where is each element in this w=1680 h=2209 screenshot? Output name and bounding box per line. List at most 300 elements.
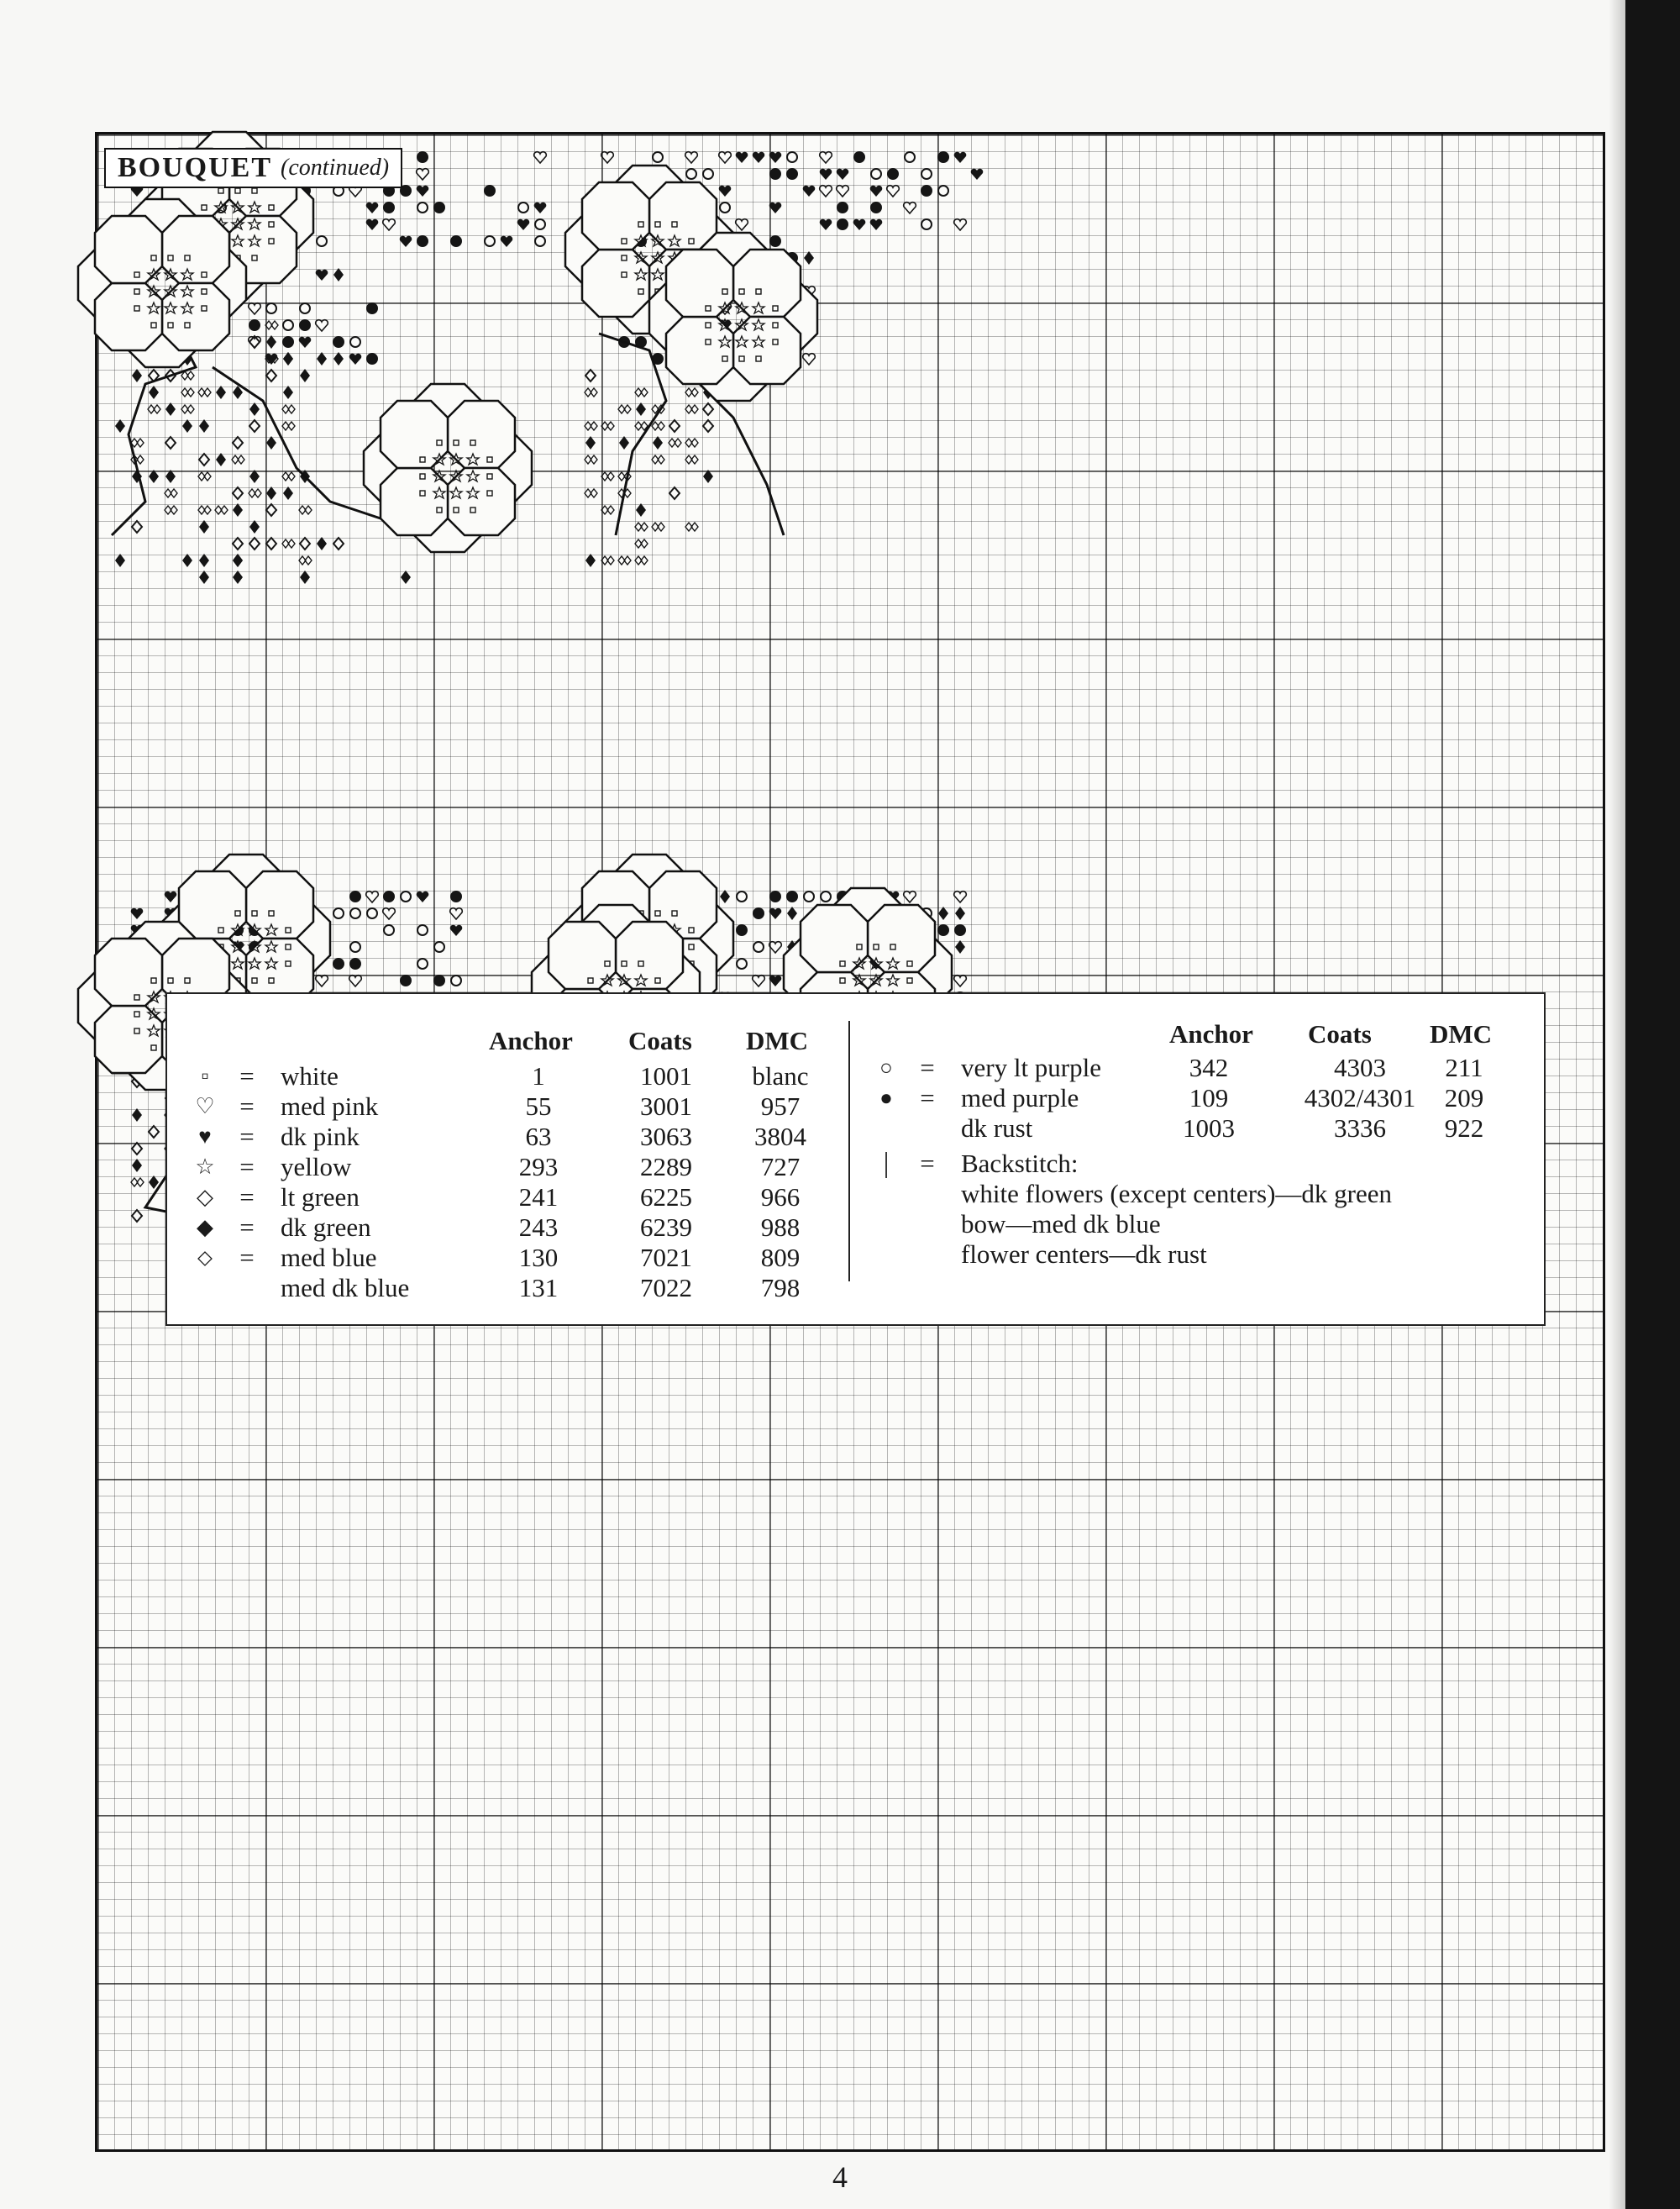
open-star-icon: ☆ (195, 1154, 215, 1179)
open-heart-icon: ♡ (195, 1094, 215, 1118)
filled-heart-stitch (366, 219, 379, 230)
legend-row (167, 1239, 1545, 1270)
filled-diamond-stitch (317, 352, 327, 366)
anchor-number: 63 (525, 1122, 552, 1151)
open-circle-icon: ○ (879, 1055, 893, 1080)
filled-heart-stitch (131, 908, 144, 919)
thread-name: med blue (281, 1243, 377, 1272)
filled-heart-stitch (450, 925, 463, 936)
open-heart-stitch (316, 976, 328, 986)
blue-stitch (635, 556, 648, 565)
flower-petal-outline (448, 468, 515, 535)
blue-stitch (198, 472, 211, 481)
thread-name: dk rust (961, 1113, 1033, 1143)
open-heart-stitch (450, 908, 463, 919)
blue-stitch (635, 523, 648, 531)
filled-circle-stitch (400, 975, 412, 986)
dmc-number: 957 (760, 1091, 801, 1121)
open-diamond-stitch (703, 403, 713, 415)
open-circle-stitch (417, 202, 428, 213)
filled-circle-stitch (954, 924, 966, 936)
coats-number: 1001 (640, 1061, 692, 1091)
filled-diamond-stitch (149, 386, 159, 399)
filled-circle-stitch (383, 891, 395, 902)
filled-diamond-stitch (199, 554, 209, 567)
coats-number: 3001 (640, 1091, 692, 1121)
blue-stitch (299, 506, 312, 514)
open-heart-stitch (753, 976, 765, 986)
dmc-number: 3804 (754, 1122, 806, 1151)
chart-subtitle: (continued) (281, 155, 390, 181)
blue-stitch (232, 455, 244, 464)
blue-stitch (181, 371, 194, 380)
thread-name: med pink (281, 1091, 379, 1121)
open-heart-stitch (316, 320, 328, 331)
open-diamond-stitch (249, 538, 260, 550)
anchor-number: 243 (518, 1212, 559, 1242)
open-heart-stitch (954, 976, 967, 986)
open-circle-stitch (737, 891, 747, 902)
legend-equals: = (239, 1212, 255, 1242)
blue-stitch (601, 472, 614, 481)
filled-heart-stitch (853, 219, 866, 230)
flower-petal-outline (582, 250, 649, 317)
color-key-legend (165, 992, 1546, 1326)
filled-diamond-stitch (401, 571, 411, 584)
open-circle-stitch (350, 337, 360, 347)
legend-equals: = (239, 1182, 255, 1212)
open-diamond-icon: ◇ (197, 1185, 213, 1209)
filled-diamond-stitch (165, 402, 176, 416)
thread-name: yellow (281, 1152, 352, 1181)
thread-name: med dk blue (281, 1273, 410, 1302)
thread-name: very lt purple (961, 1053, 1102, 1082)
blue-stitch (282, 472, 295, 481)
blue-stitch (165, 506, 177, 514)
flower-petal-outline (733, 317, 801, 384)
blue-stitch (131, 1178, 144, 1186)
blue-stitch (685, 455, 698, 464)
flower-petal-outline (381, 468, 448, 535)
blue-stitch (618, 405, 631, 413)
filled-circle-stitch (937, 151, 949, 163)
backstitch-instruction: white flowers (except centers)—dk green (961, 1179, 1392, 1208)
thread-name: dk green (281, 1212, 371, 1242)
open-diamond-stitch (300, 538, 310, 550)
open-circle-stitch (367, 908, 377, 918)
filled-diamond-stitch (199, 419, 209, 433)
open-circle-stitch (317, 236, 327, 246)
dmc-header-left: DMC (746, 1026, 809, 1055)
filled-diamond-stitch (585, 436, 596, 450)
anchor-number: 130 (518, 1243, 559, 1272)
open-circle-stitch (821, 891, 831, 902)
thread-name: dk pink (281, 1122, 360, 1151)
square-dot-icon: ▫ (201, 1064, 209, 1088)
legend-row (167, 1273, 839, 1303)
filled-diamond-stitch (653, 436, 663, 450)
filled-circle-stitch (249, 319, 260, 331)
backstitch-line-icon: | (883, 1148, 890, 1179)
blue-stitch (165, 489, 177, 497)
open-circle-stitch (417, 959, 428, 969)
blue-stitch (635, 539, 648, 548)
blue-stitch (131, 439, 144, 447)
filled-diamond-stitch (619, 436, 629, 450)
filled-diamond-stitch (149, 470, 159, 483)
open-heart-stitch (820, 186, 832, 197)
dmc-number: 211 (1445, 1053, 1483, 1082)
filled-circle-stitch (417, 235, 428, 247)
blue-stitch (635, 388, 648, 397)
filled-diamond-stitch (955, 907, 965, 920)
filled-circle-stitch (383, 202, 395, 213)
anchor-number: 1 (532, 1061, 545, 1091)
legend-equals: = (239, 1122, 255, 1151)
filled-circle-stitch (450, 235, 462, 247)
filled-circle-stitch (786, 891, 798, 902)
open-diamond-stitch (199, 454, 209, 465)
open-circle-stitch (535, 236, 545, 246)
filled-diamond-stitch (182, 554, 192, 567)
open-circle-stitch (283, 320, 293, 330)
open-diamond-stitch (703, 420, 713, 432)
blue-stitch (215, 506, 228, 514)
legend-row (167, 1179, 1545, 1209)
open-heart-stitch (954, 891, 967, 902)
blue-stitch (585, 455, 597, 464)
legend-row (167, 1053, 1545, 1083)
filled-diamond-stitch (636, 503, 646, 517)
blue-stitch (635, 422, 648, 430)
blue-stitch (198, 388, 211, 397)
legend-equals: = (239, 1152, 255, 1181)
filled-heart-stitch (769, 202, 782, 213)
filled-circle-stitch (837, 218, 848, 230)
blue-stitch (282, 539, 295, 548)
open-heart-stitch (383, 908, 396, 919)
flower-petal-outline (95, 283, 162, 350)
blue-stitch (652, 455, 664, 464)
filled-diamond-stitch (955, 940, 965, 954)
filled-diamond-stitch (132, 369, 142, 382)
filled-heart-stitch (316, 270, 328, 281)
blue-stitch (601, 422, 614, 430)
filled-circle-stitch (887, 168, 899, 180)
open-heart-stitch (769, 942, 782, 953)
open-diamond-stitch (266, 538, 276, 550)
filled-diamond-stitch (317, 537, 327, 550)
blue-stitch (585, 422, 597, 430)
backstitch-instruction: bow—med dk blue (961, 1209, 1161, 1239)
filled-heart-stitch (165, 891, 177, 902)
blue-stitch (585, 388, 597, 397)
blue-stitch (601, 556, 614, 565)
open-heart-stitch (685, 152, 698, 163)
anchor-number: 293 (518, 1152, 559, 1181)
blue-stitch (249, 489, 261, 497)
open-circle-stitch (703, 169, 713, 179)
open-heart-stitch (736, 219, 748, 230)
blue-stitch (181, 405, 194, 413)
open-heart-stitch (803, 354, 816, 365)
filled-diamond-stitch (149, 1176, 159, 1189)
filled-diamond-stitch (300, 369, 310, 382)
blue-stitch (652, 422, 664, 430)
filled-circle-stitch (299, 319, 311, 331)
filled-circle-stitch (417, 151, 428, 163)
filled-diamond-stitch (300, 571, 310, 584)
filled-heart-stitch (769, 908, 782, 919)
open-heart-stitch (534, 152, 547, 163)
dmc-number: blanc (752, 1061, 809, 1091)
open-diamond-stitch (132, 1210, 142, 1222)
open-diamond-stitch (266, 370, 276, 381)
open-diamond-stitch (669, 487, 680, 499)
filled-circle-stitch (736, 924, 748, 936)
filled-circle-icon: ● (879, 1086, 893, 1110)
legend-row (167, 1149, 1545, 1179)
anchor-number: 1003 (1183, 1113, 1235, 1143)
filled-circle-stitch (753, 907, 764, 919)
filled-diamond-stitch (283, 386, 293, 399)
dmc-number: 727 (760, 1152, 801, 1181)
blue-stitch (685, 388, 698, 397)
open-heart-stitch (904, 891, 916, 902)
dmc-number: 798 (760, 1273, 801, 1302)
blue-stitch (685, 523, 698, 531)
open-diamond-stitch (669, 420, 680, 432)
blue-stitch (618, 556, 631, 565)
open-circle-stitch (333, 908, 344, 918)
filled-diamond-stitch (720, 890, 730, 903)
flower-petal-outline (666, 317, 733, 384)
filled-diamond-stitch (266, 335, 276, 349)
filled-circle-stitch (366, 302, 378, 314)
filled-diamond-stitch (233, 571, 243, 584)
dmc-number: 988 (760, 1212, 801, 1242)
open-circle-stitch (535, 219, 545, 229)
open-circle-stitch (686, 169, 696, 179)
filled-heart-stitch (517, 219, 530, 230)
anchor-number: 342 (1189, 1053, 1229, 1082)
filled-heart-stitch (719, 186, 732, 197)
open-circle-stitch (787, 152, 797, 162)
blue-stitch (669, 439, 681, 447)
open-circle-stitch (350, 942, 360, 952)
dmc-number: 922 (1444, 1113, 1484, 1143)
coats-number: 3063 (640, 1122, 692, 1151)
filled-heart-stitch (870, 186, 883, 197)
filled-diamond-stitch (249, 520, 260, 534)
filled-diamond-stitch (636, 402, 646, 416)
filled-heart-stitch (803, 186, 816, 197)
backstitch-instruction: flower centers—dk rust (961, 1239, 1207, 1269)
filled-heart-icon: ♥ (198, 1124, 212, 1149)
open-circle-stitch (720, 202, 730, 213)
open-circle-stitch (434, 942, 444, 952)
open-diamond-stitch (249, 420, 260, 432)
coats-number: 4303 (1334, 1053, 1386, 1082)
open-circle-stitch (653, 152, 663, 162)
filled-circle-stitch (837, 202, 848, 213)
filled-circle-stitch (937, 924, 949, 936)
open-diamond-stitch (233, 487, 243, 499)
filled-heart-stitch (820, 219, 832, 230)
anchor-number: 109 (1189, 1083, 1229, 1112)
open-circle-stitch (518, 202, 528, 213)
coats-number: 7022 (640, 1273, 692, 1302)
filled-circle-stitch (870, 202, 882, 213)
dmc-header-right: DMC (1430, 1019, 1493, 1049)
legend-equals: = (920, 1053, 935, 1082)
filled-diamond-stitch (132, 1108, 142, 1122)
filled-circle-stitch (349, 958, 361, 970)
open-circle-stitch (350, 908, 360, 918)
dmc-number: 809 (760, 1243, 801, 1272)
filled-circle-stitch (333, 336, 344, 348)
blue-stitch (282, 422, 295, 430)
filled-heart-stitch (769, 976, 782, 986)
open-heart-stitch (719, 152, 732, 163)
filled-heart-stitch (366, 202, 379, 213)
filled-diamond-stitch (249, 402, 260, 416)
anchor-number: 241 (518, 1182, 559, 1212)
open-circle-stitch (737, 959, 747, 969)
filled-heart-stitch (971, 169, 984, 180)
legend-equals: = (239, 1091, 255, 1121)
dmc-number: 966 (760, 1182, 801, 1212)
filled-heart-stitch (299, 337, 312, 348)
filled-circle-stitch (769, 168, 781, 180)
filled-diamond-stitch (804, 251, 814, 265)
filled-diamond-stitch (787, 907, 797, 920)
open-heart-stitch (904, 202, 916, 213)
open-diamond-stitch (266, 504, 276, 516)
legend-equals: = (239, 1061, 255, 1091)
open-circle-stitch (905, 152, 915, 162)
filled-diamond-stitch (249, 470, 260, 483)
open-diamond-stitch (149, 1126, 159, 1138)
coats-number: 7021 (640, 1243, 692, 1272)
filled-circle-stitch (921, 185, 932, 197)
open-circle-stitch (804, 891, 814, 902)
blue-stitch (181, 388, 194, 397)
open-circle-stitch (921, 169, 932, 179)
filled-diamond-icon: ◆ (197, 1215, 213, 1239)
filled-heart-stitch (870, 219, 883, 230)
blue-stitch (282, 405, 295, 413)
open-diamond-stitch (165, 437, 176, 449)
blue-stitch (198, 506, 211, 514)
open-heart-stitch (954, 219, 967, 230)
filled-circle-stitch (333, 958, 344, 970)
coats-number: 2289 (640, 1152, 692, 1181)
page-number: 4 (832, 2160, 848, 2194)
filled-heart-stitch (736, 152, 748, 163)
thread-name: white (281, 1061, 339, 1091)
open-circle-stitch (266, 303, 276, 313)
legend-row (167, 1113, 1545, 1144)
filled-circle-stitch (484, 185, 496, 197)
filled-heart-stitch (349, 354, 362, 365)
open-circle-stitch (485, 236, 495, 246)
open-heart-stitch (249, 303, 261, 314)
chart-title-box (104, 148, 402, 188)
filled-circle-stitch (769, 891, 781, 902)
filled-diamond-stitch (115, 419, 125, 433)
legend-row (167, 1209, 1545, 1239)
filled-heart-stitch (417, 891, 429, 902)
filled-circle-stitch (282, 336, 294, 348)
filled-circle-stitch (433, 975, 445, 986)
filled-heart-stitch (534, 202, 547, 213)
flower-petal-outline (95, 1006, 162, 1073)
filled-diamond-stitch (165, 470, 176, 483)
filled-diamond-stitch (283, 487, 293, 500)
filled-circle-stitch (366, 353, 378, 365)
arrow-diamond-icon: ⬦ (197, 1245, 213, 1270)
filled-diamond-stitch (703, 470, 713, 483)
open-diamond-stitch (132, 521, 142, 533)
open-diamond-stitch (585, 370, 596, 381)
coats-number: 6239 (640, 1212, 692, 1242)
filled-diamond-stitch (199, 571, 209, 584)
filled-diamond-stitch (333, 268, 344, 281)
filled-diamond-stitch (333, 352, 344, 366)
dmc-number: 209 (1444, 1083, 1484, 1112)
open-diamond-stitch (333, 538, 344, 550)
filled-circle-stitch (349, 891, 361, 902)
blue-stitch (299, 556, 312, 565)
filled-diamond-stitch (233, 554, 243, 567)
blue-stitch (685, 405, 698, 413)
open-diamond-stitch (233, 437, 243, 449)
coats-number: 4302/4301 (1304, 1083, 1416, 1112)
filled-circle-stitch (769, 235, 781, 247)
filled-heart-stitch (753, 152, 765, 163)
filled-circle-stitch (786, 168, 798, 180)
anchor-header-left: Anchor (489, 1026, 573, 1055)
open-heart-stitch (349, 976, 362, 986)
coats-header-right: Coats (1308, 1019, 1372, 1049)
open-heart-stitch (837, 186, 849, 197)
anchor-header-right: Anchor (1169, 1019, 1253, 1049)
legend-equals: = (239, 1243, 255, 1272)
filled-diamond-stitch (216, 386, 226, 399)
open-circle-stitch (753, 942, 764, 952)
legend-equals: = (920, 1083, 935, 1112)
open-circle-stitch (921, 219, 932, 229)
blue-stitch (685, 439, 698, 447)
coats-number: 3336 (1334, 1113, 1386, 1143)
filled-heart-stitch (837, 169, 849, 180)
filled-heart-stitch (954, 152, 967, 163)
coats-header-left: Coats (628, 1026, 692, 1055)
filled-diamond-stitch (199, 520, 209, 534)
open-diamond-stitch (132, 1143, 142, 1154)
filled-diamond-stitch (266, 436, 276, 450)
filled-diamond-stitch (132, 1159, 142, 1172)
legend-row (167, 1083, 1545, 1113)
blue-stitch (601, 506, 614, 514)
flower-petal-outline (162, 283, 229, 350)
backstitch-label: Backstitch: (961, 1149, 1079, 1178)
open-circle-stitch (417, 925, 428, 935)
filled-circle-stitch (450, 891, 462, 902)
chart-title: BOUQUET (118, 152, 273, 183)
filled-diamond-stitch (115, 554, 125, 567)
